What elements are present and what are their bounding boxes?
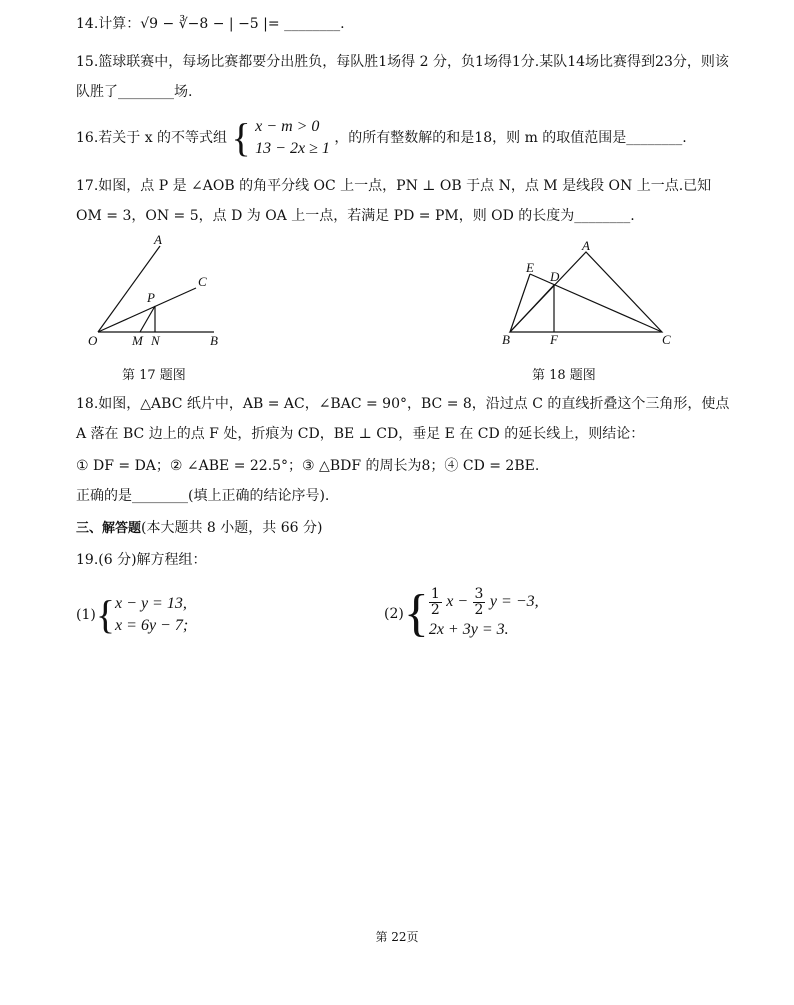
label-a: A: [582, 238, 590, 253]
segment-be: [510, 274, 530, 332]
question-18-line2: A 落在 BC 边上的点 F 处，折痕为 CD，BE ⊥ CD，垂足 E 在 CD 的延长线上，则结论：: [76, 426, 645, 442]
q19-p1-eq2: x = 6y − 7;: [115, 617, 189, 634]
label-d: D: [550, 269, 560, 284]
question-17-line2: OM = 3，ON = 5，点 D 为 OA 上一点，若满足 PD = PM，则 OD 的长度为________.: [76, 208, 635, 224]
question-16: [76, 114, 687, 162]
section-3-heading: [76, 518, 322, 539]
question-15-line1: 15.篮球联赛中，每场比赛都要分出胜负，每队胜1场得 2 分，负1场得1分.某队14场比赛得到23分，则该: [76, 54, 729, 70]
q19-p2-eq1: [429, 586, 539, 618]
q16-suffix: ，的所有整数解的和是18，则 m 的取值范围是________.: [334, 130, 687, 146]
q19-p1-label: (1): [76, 607, 96, 623]
figure-17: [86, 232, 236, 352]
denominator: 2: [430, 601, 440, 618]
brace-icon: {: [231, 115, 251, 160]
label-c: C: [198, 274, 207, 289]
numerator: 1: [430, 585, 440, 602]
question-14: 14.计算：√9 − ∛−8 − | −5 |= ________.: [76, 16, 345, 32]
label-c: C: [662, 332, 671, 347]
q16-ineq1: x − m > 0: [255, 118, 320, 135]
term-x: x −: [446, 593, 469, 610]
page-number: 第 22页: [375, 930, 419, 944]
section-3-note: (本大题共 8 小题，共 66 分): [141, 520, 323, 536]
figure-17-caption: 第 17 题图: [122, 368, 186, 383]
label-p: P: [147, 290, 155, 305]
numerator: 3: [474, 585, 484, 602]
question-15-line2: 队胜了________场.: [76, 84, 193, 100]
q19-p1-system: [115, 593, 188, 637]
q19-p2-label: (2): [384, 606, 404, 622]
figure-18-caption: 第 18 题图: [532, 368, 596, 383]
question-17-line1: 17.如图，点 P 是 ∠AOB 的角平分线 OC 上一点，PN ⊥ OB 于点 N，点 M 是线段 ON 上一点.已知: [76, 178, 712, 194]
denominator: 2: [474, 601, 484, 618]
label-n: N: [151, 333, 160, 348]
label-o: O: [88, 333, 98, 348]
question-19-title: 19.(6 分)解方程组：: [76, 552, 207, 568]
fraction-half: [429, 587, 442, 618]
q16-system: [255, 116, 330, 160]
term-rest: y = −3,: [489, 593, 539, 610]
brace-icon: {: [95, 592, 116, 637]
brace-icon: {: [403, 585, 429, 642]
q19-part1: [76, 590, 188, 640]
q16-ineq2: 13 − 2x ≥ 1: [255, 140, 330, 157]
question-18-line1: 18.如图，△ABC 纸片中，AB = AC，∠BAC = 90°，BC = 8，沿过点 C 的直线折叠这个三角形，使点: [76, 396, 730, 412]
section-3-title: 三、解答题: [76, 521, 142, 536]
q19-p1-eq1: x − y = 13,: [115, 595, 187, 612]
fraction-three-halves: [473, 587, 486, 618]
label-b: B: [210, 333, 218, 348]
q19-p2-system: [429, 586, 539, 642]
question-18-line3: ① DF = DA；② ∠ABE = 22.5°；③ △BDF 的周长为8；④ CD = 2BE.: [76, 458, 540, 474]
q19-p2-eq2: 2x + 3y = 3.: [428, 621, 509, 638]
figure-18: [496, 238, 686, 350]
label-a: A: [154, 232, 162, 247]
question-18-line4: 正确的是________(填上正确的结论序号).: [76, 488, 330, 504]
label-m: M: [132, 333, 143, 348]
label-b: B: [502, 332, 510, 347]
label-f: F: [550, 332, 558, 347]
q16-prefix: 16.若关于 x 的不等式组: [76, 130, 228, 146]
label-e: E: [526, 260, 534, 275]
q19-part2: [384, 584, 539, 644]
segment-bd: [510, 285, 554, 332]
ray-oa: [98, 246, 160, 332]
